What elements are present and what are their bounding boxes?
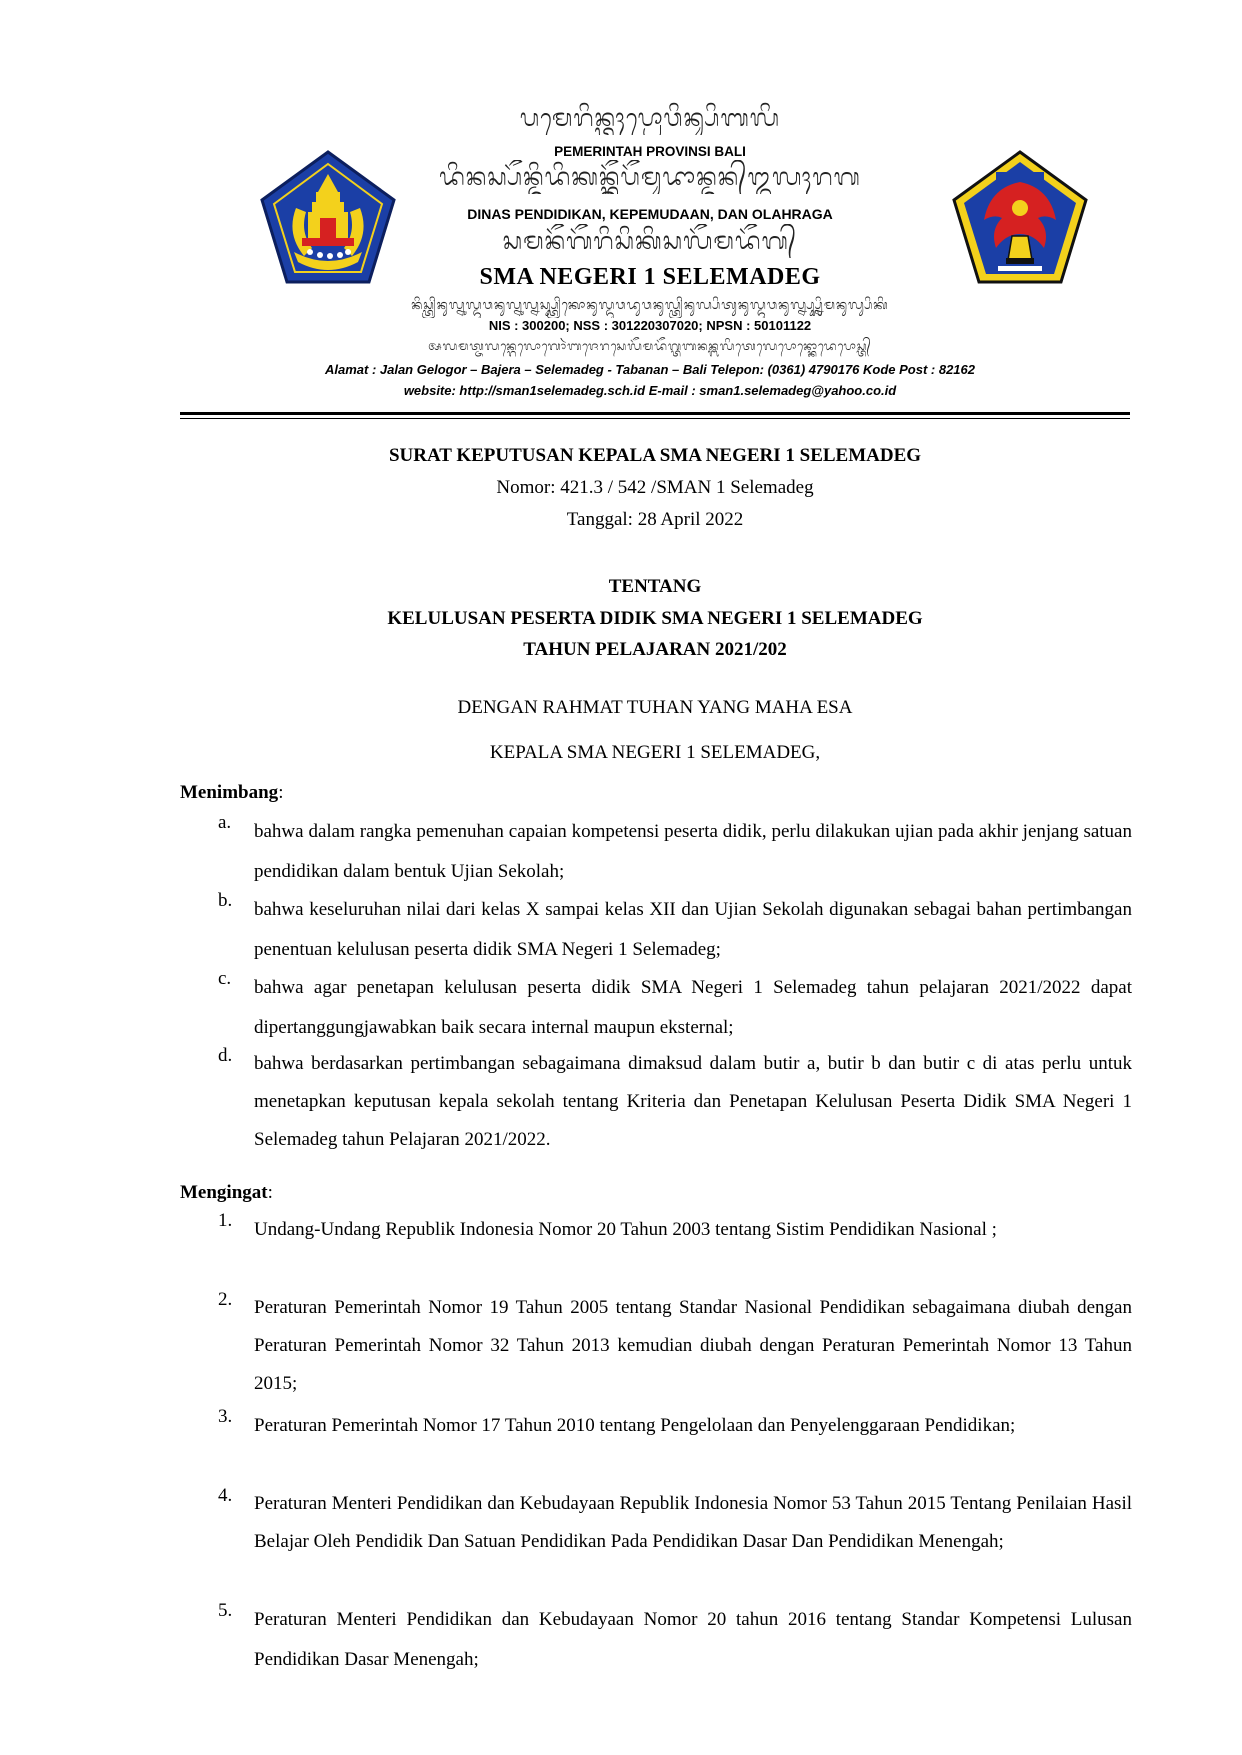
list-marker: b. — [218, 890, 233, 911]
section-mengingat — [180, 1182, 273, 1204]
list-text: Undang-Undang Republik Indonesia Nomor 20 Tahun 2003 tentang Sistim Pendidikan Nasional ; — [254, 1219, 997, 1240]
list-marker: d. — [218, 1045, 233, 1066]
department-name: DINAS PENDIDIKAN, KEPEMUDAAN, DAN OLAHRAGA — [467, 206, 833, 222]
school-contact: website: http://sman1selemadeg.sch.id E-mail : sman1.selemadeg@yahoo.co.id — [403, 383, 897, 398]
balinese-script-line: ᬅᬮᬫᬢ᭄ᬚᬮᬦ᭄ᬕᬾᬮᭀᬕᭀᬃᬩᬚᬾᬭᬲᬾᬮᭂᬫᬤᭂᬕ᭄ᬢᬩᬦᬦ᭄ᬩᬮᬶᬢᬾᬮᬾᬧᭀᬦ᭄ᬓᭀᬤᬾᬧᭀᬲ᭄ᬢ᭄ — [428, 339, 872, 353]
section-label: Mengingat — [180, 1182, 268, 1203]
list-item — [218, 1406, 1132, 1446]
list-item — [218, 1210, 1132, 1250]
balinese-script-line: ᬧᬫᬾᬭᬶᬦ᭄ᬢᬄᬧ᭄ᬭᭀᬯᬶᬦ᭄ᬲᬶᬩᬮᬶ — [519, 104, 781, 132]
list-item — [218, 1045, 1132, 1159]
section-label: Menimbang — [180, 782, 279, 803]
about-line-1: KELULUSAN PESERTA DIDIK SMA NEGERI 1 SELEMADEG — [387, 608, 923, 629]
school-name: SMA NEGERI 1 SELEMADEG — [479, 264, 821, 290]
list-marker: 3. — [218, 1406, 233, 1427]
letterhead-divider-thin — [180, 418, 1130, 419]
list-item — [218, 1485, 1132, 1561]
list-marker: 1. — [218, 1210, 233, 1231]
list-text: Peraturan Menteri Pendidikan dan Kebudayaan Republik Indonesia Nomor 53 Tahun 2015 Tentang Penilaian Hasil Belajar Oleh Pendidik Dan Satuan Pendidikan Pada Pendidikan Dasar Dan Pendidikan Menengah; — [254, 1493, 1132, 1552]
list-text: bahwa berdasarkan pertimbangan sebagaimana dimaksud dalam butir a, butir b dan butir c di atas perlu untuk menetapkan keputusan kepala sekolah tentang Kriteria dan Penetapan Kelulusan Peserta Didik SMA Negeri 1 Selemadeg tahun Pelajaran 2021/2022. — [254, 1053, 1132, 1150]
about-line-2: TAHUN PELAJARAN 2021/202 — [523, 639, 787, 660]
list-text: bahwa agar penetapan kelulusan peserta didik SMA Negeri 1 Selemadeg tahun pelajaran 2021/2022 dapat dipertanggungjawabkan baik secara internal maupun eksternal; — [254, 977, 1132, 1038]
list-text: Peraturan Pemerintah Nomor 17 Tahun 2010 tentang Pengelolaan dan Penyelenggaraan Pendidikan; — [254, 1415, 1016, 1436]
decree-date: Tanggal: 28 April 2022 — [566, 509, 744, 530]
school-address: Alamat : Jalan Gelogor – Bajera – Selemadeg - Tabanan – Bali Telepon: (0361) 4790176 Kode Post : 82162 — [324, 362, 975, 377]
principal-line: KEPALA SMA NEGERI 1 SELEMADEG, — [489, 742, 821, 763]
list-item — [218, 1289, 1132, 1403]
balinese-script-line: ᬤᬶᬦᬲ᭄ᬧᭂᬦ᭄ᬤᬶᬤᬶᬓᬦ᭄ᬓᭂᬧᭂᬫᬸᬤᬵᬦ᭄ᬤᬦ᭄ᬑᬮᬄᬭᬕ — [439, 163, 861, 191]
list-item — [218, 968, 1132, 1048]
list-text: bahwa dalam rangka pemenuhan capaian kompetensi peserta didik, perlu dilakukan ujian pada akhir jenjang satuan pendidikan dalam bentuk Ujian Sekolah; — [254, 821, 1132, 882]
letterhead-divider-thick — [180, 412, 1130, 415]
list-item — [218, 890, 1132, 970]
list-item — [218, 812, 1132, 892]
decree-number: Nomor: 421.3 / 542 /SMAN 1 Selemadeg — [496, 477, 814, 498]
section-colon: : — [278, 782, 284, 803]
list-marker: 2. — [218, 1289, 233, 1310]
decree-title: SURAT KEPUTUSAN KEPALA SMA NEGERI 1 SELEMADEG — [388, 445, 922, 466]
list-marker: a. — [218, 812, 232, 833]
government-name: PEMERINTAH PROVINSI BALI — [554, 144, 746, 159]
balinese-script-line: ᬦᬶᬲ᭄ᬢ᭄ᬭᬶᬦᬸᬮ᭄ᬦᬸᬮ᭄ᬤᬸᬯᬦᬸᬮ᭄ᬦᬸᬮ᭄ᬦᬲ᭄ᬲ᭄ᬢ᭄ᬭᬶᬓᭀᬦᬸᬮ᭄ᬤᬸᬯᬤᬸᬯᬦᬸᬮ᭄ᬢ᭄ᬭᬶᬦᬸᬮ᭄ᬧᬶᬢᬸᬦᬸᬮ᭄ᬤᬸᬯᬦᬸᬮ᭄ᬦ᭄ᬧ᭄ᬲ᭄ᬦ᭄ᬮᬶᬫᬦᬸᬮ᭄ᬲᬶᬓᬶ — [411, 298, 889, 313]
balinese-script-line: ᬲᬫᬦᭂᬕᭂᬭᬶᬲᬶᬓᬶᬲᬮᭂᬫᬤᭂᬕ᭄ — [502, 227, 798, 255]
list-text: Peraturan Menteri Pendidikan dan Kebudayaan Nomor 20 tahun 2016 tentang Standar Kompetensi Lulusan Pendidikan Dasar Menengah; — [254, 1609, 1132, 1670]
section-colon: : — [267, 1182, 273, 1203]
list-text: bahwa keseluruhan nilai dari kelas X sampai kelas XII dan Ujian Sekolah digunakan sebagai bahan pertimbangan penentuan kelulusan peserta didik SMA Negeri 1 Selemadeg; — [254, 899, 1132, 960]
section-menimbang — [180, 782, 283, 804]
list-marker: c. — [218, 968, 232, 989]
blessing-line: DENGAN RAHMAT TUHAN YANG MAHA ESA — [457, 697, 853, 718]
list-marker: 5. — [218, 1600, 233, 1621]
about-label: TENTANG — [608, 576, 702, 597]
list-marker: 4. — [218, 1485, 233, 1506]
school-ids: NIS : 300200; NSS : 301220307020; NPSN : 50101122 — [488, 318, 812, 333]
list-text: Peraturan Pemerintah Nomor 19 Tahun 2005 tentang Standar Nasional Pendidikan sebagaimana diubah dengan Peraturan Pemerintah Nomor 32 Tahun 2013 kemudian diubah dengan Peraturan Pemerintah Nomor 13 Tahun 2015; — [254, 1297, 1132, 1394]
list-item — [218, 1600, 1132, 1680]
